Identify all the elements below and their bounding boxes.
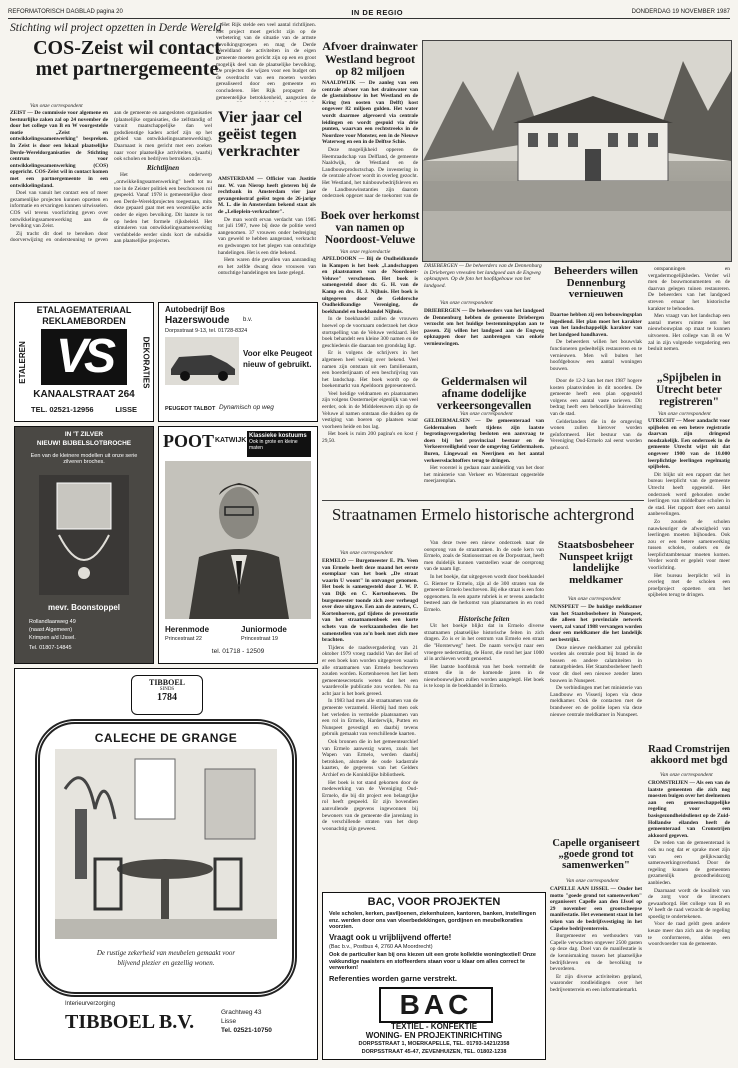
art1-subhead: Richtlijnen — [146, 163, 180, 172]
ad-bac-p4: Ook de particulier kan bij ons kiezen uit een grote kollektie woningtextiel! Onze vakkundige naaisters en stoffeerders staan voor u klaar om alles correct te verwerken! — [329, 952, 536, 972]
art10-byline: Van onze correspondent — [568, 596, 621, 602]
art1-byline: Van onze correspondent — [30, 103, 83, 109]
ad-bijbel-shop: mevr. Boonstoppel — [47, 603, 120, 612]
ad-vs-top2: REKLAMEBORDEN — [42, 316, 126, 326]
ad-bac-b3: DORPSSTRAAT 1, MOERKAPELLE, TEL. 01793-1421/2358 — [358, 1041, 510, 1047]
art5-lead: DRIEBERGEN — De beheerders van het landgoed de Dennenburg hebben de gemeente Driebergen verzocht om het huidige bestemmingsplan aan te passen. Zij willen het landgoed aan de Engweg opknappen door het aanbrengen van enkele vernieuwingen. — [424, 308, 544, 347]
ad-bac-b1: TEXTIEL - KONFEKTIE — [390, 1022, 478, 1031]
ad-bijbel-tel: Tel. 01807-14845 — [29, 645, 72, 651]
ad-auto-slogan1: Voor elke Peugeot — [243, 349, 313, 358]
art3-lead: NAALDWIJK — De aanleg van een centrale afvoer van het drainwater van de glastuinbouw in het Westland en de Kring (ten oosten van Delft) kost ongeveer 82 miljoen gulden. Het water wordt daarmee afgevoerd via centrale leidingen en wordt gespuid via drie punten, waarvan een rechtstreeks in de Noordzee voor Monster, een in de Nieuwe Waterweg en een in de Delftse Schie. — [322, 80, 418, 146]
art8-p2: Gelderlanders die in de omgeving wonen zullen hierover worden geïnformeerd. Het bestuur van de Vereniging Oud-Ermelo zal eerst worden gehoord. — [550, 418, 642, 451]
ad-tibboel-addr2: Lisse — [221, 1018, 237, 1025]
ad-tibboel-tel: Tel. 02521-10750 — [221, 1027, 272, 1034]
art13-p1: Dit blijkt uit een rapport dat het bureau leerplicht van de gemeente Utrecht heeft opgesteld. Het onderzoek werd gehouden onder leerlingen van middelbare scholen in de stad. Het rapport doet een aantal aanbevelingen. — [648, 471, 730, 518]
ad-bac-title: BAC, VOOR PROJEKTEN — [367, 896, 501, 908]
art9-col3b: In het boekje, dat uitgegeven wordt door boekhandel G. Riemer te Ermelo, zijn al de 300 straten van de gemeente Ermelo beschreven. Bij elke straat is een foto opgenomen. In een aparte rubriek is er tevens aandacht besteed aan de herkomst van plaatsnamen in en rond Ermelo. — [424, 573, 544, 613]
art12-p2: Men vraagt van het landschap een aantal meters ruimte om het nieuwbouwplan op maat te kunnen uitvoeren. Het college van B en W zal in zijn volgende vergadering een besluit nemen. — [648, 313, 730, 353]
art11-body — [550, 886, 642, 1058]
art1-headline: COS-Zeist wil contact met partnergemeente — [33, 37, 221, 80]
art4-p3: Veel heidige veldnamen en plaatsnamen zijn volgens Oostermeijer eigenlijk van veel eerder, ook in de Middeleeuwen zijn op de Veluwe al namen ontstaan die duiden op de vestiging van boeren op plaatsen waar voorheen heide en bos lag. — [322, 390, 418, 430]
art2-headline: Vier jaar cel geëist tegen verkrachter — [218, 109, 303, 160]
ad-tibboel-text1: De rustige zekerheid van meubelen gemaakt voor — [96, 949, 236, 957]
ad-auto-address: Dorpsstraat 9-13, tel. 01728-8324 — [165, 328, 248, 334]
ad-bijbel-addr3: Krimpen a/d IJssel. — [29, 635, 76, 641]
art9-p2: In 1983 had men alle straatnamen van de gemeente verzameld. Hierbij had men ook het verleden in vermelde plaatsnamen van een rol in Ermelo, Harderwijk, Putten en Nunspeet gevestigd en daarbij tevens gebruik gemaakt van verschillende kaarten. — [322, 698, 418, 738]
ad-bijbel-text: Een van de kleinere modellen uit onze serie zilveren broches. — [30, 453, 138, 465]
art11-p1: Burgemeester en wethouders van Capelle verwachten ongeveer 2500 gasten op deze dag. Doel van de manifestatie is de kennismaking tussen het plaatselijke bedrijfsleven en de bevolking te bevorderen. — [550, 933, 642, 973]
art5-byline: Van onze correspondent — [440, 300, 493, 306]
art1-lead: ZEIST — De commissie voor algemene en bestuurlijke zaken zal op 24 november de door het college van B en W voorgestelde motie „Zeist en ontwikkelingssamenwerking" bespreken. In Zeist is door een lokaal plaatselijke Derde-Wereldorganisaties de Stichting centrum voor ontwikkelingssamenwerking (COS) opgericht. COS-Zeist wil in contact komen met een partnergemeente in een ontwikkelingsland. — [10, 110, 108, 189]
divider-ermelo — [322, 500, 644, 501]
art9-col3d: Het laatste hoofdstuk van het boek vermeldt de straten die in de komende jaren in de nieuwbouwwijken zullen worden aangelegd. Het boek is te koop in de boekhandel in Ermelo. — [424, 663, 544, 690]
art13-byline: Van onze correspondent — [658, 411, 711, 417]
art13-body — [648, 418, 730, 738]
art13-lead: UTRECHT — Meer aandacht voor spijbelen en een betere registratie daarvan zijn dringend noodzakelijk. Een onderzoek in de gemeente Utrecht wijst uit dat ongeveer 1900 van de 10.000 leerplichtige leerlingen regelmatig spijbelen. — [648, 418, 730, 471]
art6-body — [550, 312, 642, 372]
art6-p1: De beheerders willen het bouwvlak functioneren gedeeltelijk restaureren en te vernieuwen. Men wil buiten het hoofdgebouw een aantal woningen bouwen. — [550, 339, 642, 372]
ad-bijbel-addr2: (naast Algemeen) — [29, 627, 73, 633]
ad-auto-slogan2: nieuw of gebruikt. — [243, 360, 312, 369]
art5-body — [424, 308, 544, 372]
art1-p1: Doel van vanuit het contact een of meer gezamenlijke projecten kunnen opzetten en informatie en ervaringen kunnen uitwisselen. COS wil tevens voorlichting geven over ontwikkelingssamenwerking aan de bevolking van Zeist. — [10, 190, 108, 230]
ad-auto-brand: PEUGEOT TALBOT — [165, 406, 216, 412]
art3-headline: Afvoer drainwater Westland begroot op 82 miljoen — [322, 39, 418, 79]
art4-p4: Het boek is ruim 200 pagina's en kost ƒ 29,50. — [322, 431, 418, 445]
ad-bijbel-head1: IN 'T ZILVER — [64, 431, 104, 438]
ad-autobedrijf-bos — [158, 302, 318, 422]
ad-bac-p5: Referenties worden garne verstrekt. — [329, 974, 457, 983]
art10-body — [550, 604, 642, 840]
art10-p2: De verbindingen met het ministerie van Landbouw en Visserij lopen via deze meldkamer. Ook de contacten met de brandweer en de politie lopen via deze nieuwe centrale meldkamer in Nunspeet. — [550, 685, 642, 718]
art14-p2: Daarnaast wordt de kwaliteit van de zorg voor de inwoners gewaarborgd. Het college van B en W heeft de raad verzocht de regeling spoedig te ondertekenen. — [648, 887, 730, 920]
art4-byline: Van onze regioredactie — [340, 249, 391, 255]
art8-p1: Door de 12-2 kan het met 1987 hogere kosten plaatsvinden in dit noorden. De gemeente heeft een plan opgesteld volgens een aantal vaste tarieven. Dit bedrag heeft een behoorlijke huisvesting van de stad. — [550, 378, 642, 417]
ad-tibboel-badge2: SINDS — [159, 687, 175, 692]
ad-bac-p1: Vele scholen, kerken, paviljoenen, ziekenhuizen, kantoren, banken, instellingen enz. werden door ons van vloerbedekkingen, gordijnen en meubelkoraties voorzien. — [329, 911, 536, 931]
art4-lead: APELDOORN — Bij de Oudheidkunde in Kampen is het boek „Landschappen en plaatsnamen van de Noordoost-Veluwe" verschenen. Het boek is samengesteld door dr. G. H. van de Kamp en drs. H. J. Nijhuis. Het boek is uitgegeven door de Geldersche Oudheidkundige Vereniging, de boekhandel en boekhandel Nijhuis. — [322, 256, 418, 315]
ad-bijbel-addr1: Rollandlaanweg 49 — [29, 619, 76, 625]
ad-vs-address: KANAALSTRAAT 264 — [33, 389, 135, 400]
art7-p1: Het voorstel is gedaan naar aanleiding van het door het ministerie van Verkeer en Waterstaat opgestelde meerjarenplan. — [424, 465, 544, 485]
ad-bijbel-head2: NIEUW! BIJBELSLOTBROCHE — [36, 440, 132, 447]
art14-body — [648, 780, 730, 1058]
ad-tibboel-title: CALECHE DE GRANGE — [94, 731, 238, 745]
masthead — [8, 6, 730, 19]
art11-byline: Van onze correspondent — [566, 878, 619, 884]
art12-body — [648, 266, 730, 372]
ad-poot-box2: Ook in grote en kleine maten — [249, 439, 298, 451]
ad-tibboel-badge1: TIBBOEL — [148, 678, 185, 687]
art9-body-col1 — [322, 558, 418, 888]
ad-tibboel-badge3: 1784 — [157, 692, 177, 703]
art9-body-col2 — [424, 540, 544, 888]
ad-bijbelslotbroche — [14, 426, 154, 664]
art9-byline: Van onze correspondent — [340, 550, 393, 556]
art7-body — [424, 418, 544, 498]
estate-photo — [422, 40, 732, 262]
ad-auto-tagline: Dynamisch op weg — [219, 404, 274, 411]
ad-auto-town: Hazerswoude — [165, 315, 230, 326]
art1-p2: Zij tracht dit doel te bereiken door doorverwijzing en ondersteuning te geven aan de gemeente en aangesloten organisaties (plaatselijke organisaties, die zelfstandig of vanuit maatschappelijke dan wel godsdienstige kaders actief zijn op het gebied van ontwikkelingssamenwerking). Daarnaast is men gericht met een zoeken naar voor plaatselijke activiteiten, waarbij ook scholen en bedrijven betrokken zijn. — [10, 110, 212, 244]
art1-body-cont — [216, 22, 316, 102]
art9-col3c: Uit het boekje blijkt dat in Ermelo diverse straatnamen plaatselijke historische feiten in zich dragen. Zo is er in het centrum van Ermelo een straat die "Horsterweg" heet. De naam verwijst naar een vroegere nederzetting, de Horst, die rond het jaar 1000 al in archieven wordt genoemd. — [424, 623, 544, 663]
art6-headline: Beheerders willen Dennenburg vernieuwen — [553, 265, 638, 301]
art11-headline: Capelle organiseert „goede grond tot samenwerken" — [552, 838, 640, 872]
ad-poot-box1: Klassieke kostuums — [249, 433, 307, 439]
art7-lead: GELDERMALSEN — De gemeenteraad van Geldermalsen heeft tijdens zijn laatste begrotingsvergadering besloten een aanvraag te doen bij het provinciaal bestuur en de Verkeersveiligheid voor de omgeving Geldermalsen. Buren, Lingewaal en Neerijnen en het aantal verkeersslachtoffers terug te dringen. — [424, 418, 544, 464]
ad-vs-top1: ETALAGEMATERIAAL — [36, 305, 132, 315]
art7-byline: Van onze correspondent — [460, 411, 513, 417]
ad-bac-p2: Vraagt ook u vrijblijvend offerte! — [329, 933, 452, 942]
ad-poot-town: KATWIJK — [215, 437, 247, 444]
art2-p1: De man wordt ervan verdacht van 1985 tot juli 1987, twee bij deze de politie werd aangenomen. 37 vrouwen onder bedreiging van geweld te hebben aangerand, verkracht en gedwongen tot het plegen van ontuchtige handelingen. Het is een drie bekend. — [218, 216, 316, 256]
masthead-section: IN DE REGIO — [351, 7, 404, 17]
ad-tibboel-text2: blijvend plezier en gezellig wonen. — [117, 959, 215, 967]
art9-col3a: Van deze twee een nieuw onderzoek naar de oorsprong van de straatnamen. In de oude kern van Ermelo, zoals de Stationsstraat en de Dorpsstraat, heeft men duidelijk kunnen vaststellen waar de oorsprong van de naam ligt. — [424, 540, 544, 573]
ad-vs-tel: TEL. 02521-12956 — [31, 405, 94, 414]
art14-byline: Van onze correspondent — [660, 772, 713, 778]
art1-body — [10, 110, 212, 300]
ad-poot-dept1: Herenmode — [165, 625, 210, 634]
art13-p3: Het bureau leerplicht wil in overleg met de scholen een proefproject opzetten om het spijbelen terug te dringen. — [648, 572, 730, 599]
brooch-image — [39, 475, 129, 595]
art9-p4: Het boek is tot stand gekomen door de medewerking van de Vereniging Oud-Ermelo, die bij dit project een belangrijke rol heeft gespeeld. Er zijn bovendien aanvullende gegevens ingewonnen bij bewoners van de gemeente die jarenlang in de verschillende straten van het dorp woonachtig zijn geweest. — [322, 779, 418, 832]
art13-headline: „Spijbelen in Utrecht beter registreren" — [656, 372, 722, 409]
art9-lead: ERMELO — Burgemeester E. Ph. Veen van Ermelo heeft deze maand het eerste exemplaar van het boek „De straat waarin U woont" in ontvangst genomen. Het boek is samengesteld door J. W. P. van Dijk en C. Kortenhoeven. De burgemeester toonde zich zeer verheugd over deze uitgave. Een aan de auteurs, C. Kortenhoeven, gaf tijdens de presentatie van het straatnamenboek een korte schets van de werkzaamheden die het samenstellen van zo'n boek met zich mee brachten. — [322, 558, 418, 644]
estate-house-image — [423, 41, 731, 261]
art14-p3: Voor de raad geldt geen andere keuze meer dan zich aan de regeling te conformeren, aldus een woordvoerder van de gemeente. — [648, 921, 730, 948]
art4-headline: Boek over herkomst van namen op Noordoost-Veluwe — [320, 210, 420, 247]
man-portrait-image — [165, 461, 311, 619]
art4-p1: In de boekhandel zullen de vrouwen hoewel op de voornaam onderzoek het deze stortspelling van de Veluwe verklaard. Het boek behandelt een kleine 300 namen en de geschiedenis die daaraan ten grondslag ligt. — [322, 316, 418, 349]
ad-tibboel — [14, 668, 318, 1060]
art4-p2: Er is volgens de schrijvers in het algemeen heel weinig over bekend. Veel namen zijn ontstaan uit een familienaam, een boerderijnaam of een beschrijving van het landschap. Het boek wordt op de boekenmarkt van Apeldoorn gepresenteerd. — [322, 350, 418, 390]
ad-vs-left-vertical: ETALEREN — [17, 340, 27, 384]
ad-bac — [322, 892, 546, 1060]
art9-headline: Straatnamen Ermelo historische achtergrond — [331, 505, 635, 524]
ad-bac-p3: (Bac b.v., Postbus 4, 2760 AA Moordrecht) — [329, 944, 433, 950]
art3-body — [322, 80, 418, 200]
art13-p2: Zo zouden de scholen nauwkeuriger de afwezigheid van leerlingen moeten bijhouden. Ook zou er een betere samenwerking tussen scholen, ouders en de leerplichtambtenaar moeten komen. Verder wordt er gepleit voor meer voorlichting. — [648, 518, 730, 572]
car-image — [165, 337, 239, 385]
ad-poot-addr2: Princestraat 19 — [241, 636, 278, 642]
ad-tibboel-addr1: Grachtweg 43 — [221, 1009, 262, 1016]
art9-subhead: Historische feiten — [458, 614, 510, 623]
art10-headline: Staatsbosbeheer Nunspeet krijgt landelijke meldkamer — [557, 539, 635, 586]
furniture-room-image — [55, 749, 277, 939]
art14-lead: CROMSTRIJEN — Als een van de laatste gemeenten die zich nog moesten buigen over het deelnemen aan een gemeenschappelijke regeling voor een basisgezondheidsdienst op de Zuid-Hollandse eilanden heeft de gemeenteraad van Cromstrijen akkoord gegeven. — [648, 780, 730, 839]
art2-body — [218, 176, 316, 300]
art9-p3: Ook bronnen die in het gemeentearchief van Ermelo aanwezig waren, zoals het Wapen van Ermelo, werden daarbij betrokken, alsmede de oude kadastrale kaarten, de gegevens van het Gelders Archief en de Koninklijke bibliotheek. — [322, 739, 418, 778]
art6-lead: Daartoe hebben zij een bebouwingsplan ingediend. Het plan moet het karakter van het landschappelijk karakter van het landgoed handhaven. — [550, 312, 642, 338]
ad-poot-dept2: Juniormode — [241, 625, 287, 634]
art1-p4: Het Rijk stelde een veel aantal richtlijnen. Het project moet gericht zijn op de verbetering van de situatie van de armste bevolkingsgroepen en mag de Derde Wereldland de activiteiten in de eigen gemeente moeten gericht zijn op een en groot mogelijk deel van de plaatselijke bevolking. De projecten die wijzen voor een budget om de overdracht van een moeten worden gerealiseerd door een gemeente en concluderen. Het Rijk propagert de gemeentelijke betrokkenheid, aangezien de — [216, 22, 316, 101]
art7-headline: Geldermalsen wil afname dodelijke verkeersongevallen — [436, 376, 532, 413]
ad-vs-city: LISSE — [115, 405, 137, 414]
ad-poot-name: POOT — [163, 431, 215, 451]
ad-vs-logo: VS — [41, 329, 127, 385]
ad-bac-logo: BAC — [379, 987, 493, 1023]
art11-p2: Er zijn diverse activiteiten gepland, waaronder rondleidingen over het bedrijventerrein en een informatiemarkt. — [550, 973, 642, 993]
art2-p2: Hem waren drie gevallen van aanranding en het zelfde dwang deze vrouwen van ontuchtige handelingen ten laste gelegd. — [218, 257, 316, 277]
ad-poot-katwijk — [158, 426, 318, 664]
art10-lead: NUNSPEET — De huidige meldkamer van het Staatsbosbeheer in Nunspeet, die alleen het provinciale netwerk voert, zal vanaf 1988 vervangen worden door een meldkamer die het landelijk net bestrijkt. — [550, 604, 642, 643]
art14-p1: De reden van de gemeenteraad is ook nu nog dat er sprake moet zijn van een gelijkwaardig samenwerkingsverband. Door de regeling kunnen de gemeenten gezamenlijk gezondheidszorg aanbieden. — [648, 840, 730, 886]
art11-lead: CAPELLE AAN IJSSEL — Onder het motto "goede grond tot samenwerken" organiseert Capelle aan den IJssel op 29 november een grootscheepse manifestatie. Het evenement staat in het teken van de bedrijfsvestiging in het Capelse bedrijventerrein. — [550, 886, 642, 932]
art9-p1: Tijdens de raadsvergadering van 21 oktober 1979 vroeg raadslid Van der Bel of er een boek kon worden uitgegeven waarin alle straatnamen van Ermelo beschreven zouden worden. Kortenhoeven het liet hem gemeentesecretaris weten dat het een waardevolle publicatie zou worden. Nu na acht jaar is het boek gereed. — [322, 644, 418, 697]
masthead-date: DONDERDAG 19 NOVEMBER 1987 — [631, 9, 730, 15]
ad-tibboel-small: Interieurverzorging — [65, 1001, 116, 1007]
ad-vs-right-vertical: DEKORATIES — [141, 336, 151, 388]
art10-p1: Deze nieuwe meldkamer zal gebruikt worden als centrale post bij brand in de bossen en andere calamiteiten in natuurgebieden. Het Staatsbosbeheer heeft voor dit doel een nieuwe zender laten bouwen in Nunspeet. — [550, 644, 642, 684]
art4-body — [322, 256, 418, 498]
ad-poot-tel: tel. 01718 - 12509 — [211, 648, 265, 655]
art14-headline: Raad Cromstrijen akkoord met bgd — [648, 744, 730, 767]
ad-bac-b2: WONING- EN PROJEKTINRICHTING — [365, 1031, 503, 1040]
art8-body — [550, 378, 642, 498]
art3-p1: Deze mogelijkheid opperen de Heemraadschap van Delfland, de gemeente Naaldwijk, de Westland en de Landbouwproductschap. De investering in de centrale afvoer wordt in overleg gezocht. Het Westland, het tuinbouwbedrijfsleven en de Landbouwinstanties zijn daarom onderzoek opgezet naar de toekomst van de — [322, 146, 418, 200]
ad-auto-name: Autobedrijf Bos — [165, 305, 225, 314]
art1-kicker: Stichting wil project opzetten in Derde Wereld — [10, 22, 222, 34]
ad-vs-etalage — [14, 302, 154, 422]
masthead-left: REFORMATORISCH DAGBLAD pagina 20 — [8, 9, 123, 15]
ad-auto-suffix: b.v. — [243, 317, 253, 323]
estate-photo-caption: DRIEBERGEN — De beheerders van de Dennenburg in Driebergen vreesden het landgoed aan de Engweg opknappen. Op de foto het hoofdgebouw van het landgoed. — [424, 263, 542, 289]
ad-tibboel-name: TIBBOEL B.V. — [65, 1011, 195, 1033]
art2-lead: AMSTERDAM — Officier van Justitie mr. W. van Nierop heeft gisteren bij de rechtbank in Amsterdam vier jaar gevangenisstraf geëist tegen de 26-jarige M. L. die in Amsterdam bekend staat als de „Lelieplein-verkrachter". — [218, 176, 316, 215]
art12-p1: ontspanningen en vergadermogelijkheden. Verder wil men de bouwmonumenten en de daarvan gelegen tuinen restaureren. De beheerders van het landgoed streven ernaar het historische karakter te behouden. — [648, 266, 730, 312]
art1-p3: Het onderwerp „ontwikkelingssamenwerking" heeft tot nu toe in de Zeister politiek een beschouwen rol gespeeld. Vanaf 1978 is gemeentelijke door een Derde-Wereldprojecten toegestaan, mits deze gepaard gaat met een wezenlijke actie onder de eigen bevolking. Dit laatste is tot op heden het formele rijksbeleid. Het stimuleren van ontwikkelingssamenwerking verdubbelde eerder sinds kort de subsidie aan plaatselijke projecten. — [114, 172, 212, 245]
ad-bac-b4: DORPSSTRAAT 45-47, ZEVENHUIZEN, TEL. 01802-1238 — [361, 1049, 507, 1055]
ad-poot-addr1: Princestraat 22 — [165, 636, 202, 642]
